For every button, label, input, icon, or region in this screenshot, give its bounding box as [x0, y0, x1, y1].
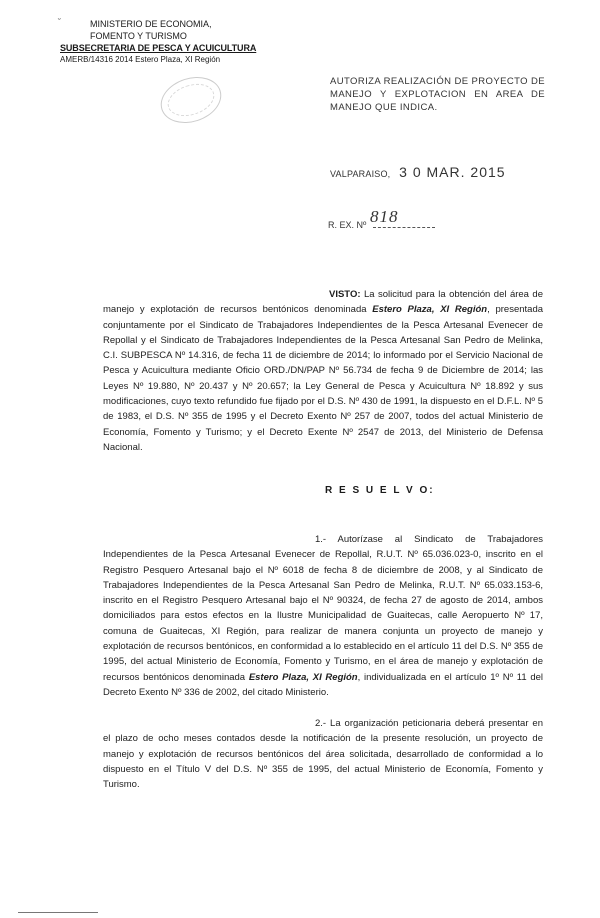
resolution-number-line: [328, 207, 435, 230]
article-1-number: 1.-: [315, 534, 327, 545]
resolution-label: R. EX. Nº: [328, 220, 367, 230]
article-2-text: La organización peticionaria deberá presentar en el plazo de ocho meses contados desde la notificación de la presente resolución, un proyecto de manejo y explotación de recursos bentónicos del área solicitada, desarrollado de conformidad a lo dispuesto en el Título V del D.S. Nº 355 de 1995, del actual Ministerio de Economía, Fomento y Turismo.: [103, 718, 544, 791]
subsecretaria-name: SUBSECRETARIA DE PESCA Y ACUICULTURA: [60, 43, 257, 53]
article-1-text-before: Autorízase al Sindicato de Trabajadores Independientes de la Pesca Artesanal Evenecer de Repollal, R.U.T. Nº 65.036.023-0, inscrito en el Registro Pesquero Artesanal bajo el Nº 6018 de fecha 8 de diciembre de 2008, y al Sindicato de Trabajadores Independientes de la Pesca Artesanal San Pedro de Melinka, R.U.T. Nº 65.033.153-6, inscrito en el Registro Pesquero Artesanal bajo el Nº 90324, de fecha 27 de agosto de 2014, ambos domiciliados para estos efectos en la Ilustre Municipalidad de Guaitecas, calle Aeropuerto Nº 17, comuna de Guaitecas, XI Región, para realizar de manera conjunta un proyecto de manejo y explotación de recursos bentónicos, en conformidad a lo establecido en el artículo 11 del D.S. Nº 355 de 1995, del actual Ministerio de Economía, Fomento y Turismo, en el área de manejo y explotación de recursos bentónicos denominada: [103, 534, 543, 683]
resolution-number: 818: [370, 207, 399, 226]
article-2-paragraph: [103, 716, 543, 792]
ministry-name: MINISTERIO DE ECONOMIA,: [90, 19, 212, 29]
stamp-inner-ring: [164, 78, 219, 121]
visto-text-before: La solicitud para la obtención del área de manejo y explotación de recursos bentónicos denominada: [103, 289, 543, 316]
ministry-name-line2: FOMENTO Y TURISMO: [90, 31, 187, 41]
article-1-text-after: , individualizada en el artículo 1º Nº 11 del Decreto Exento Nº 336 de 2002, del citado Ministerio.: [103, 671, 544, 698]
article-2-number: 2.-: [315, 718, 327, 729]
visto-text-after: , presentada conjuntamente por el Sindicato de Trabajadores Independientes de la Pesca Artesanal Evenecer de Repollal y el Sindicato de Trabajadores Independientes de la Pesca Artesanal San Pedro de Melinka, C.I. SUBPESCA Nº 14.316, de fecha 11 de diciembre de 2014; lo informado por el Servicio Nacional de Pesca y Acuicultura mediante Oficio ORD./DN/PAP Nº 56.734 de fecha 9 de Diciembre de 2014; las Leyes Nº 19.880, Nº 20.437 y Nº 20.657; la Ley General de Pesca y Acuicultura Nº 18.892 y sus modificaciones, cuyo texto refundido fue fijado por el D.S. Nº 430 de 1991, la dispuesto en el D.F.L. Nº 5 de 1983, el D.S. Nº 355 de 1995 y el Decreto Exento Nº 257 de 2007, todos del actual Ministerio de Economía, Fomento y Turismo; y el Decreto Exente Nº 2547 de 2013, del Ministerio de Defensa Nacional.: [103, 304, 544, 453]
date-value: 3 0 MAR. 2015: [399, 164, 506, 180]
resolution-subject: AUTORIZA REALIZACIÓN DE PROYECTO DE MANEJO Y EXPLOTACION EN AREA DE MANEJO QUE INDICA.: [330, 76, 545, 113]
visto-paragraph: [103, 287, 543, 455]
article-1-paragraph: [103, 532, 543, 700]
official-stamp: [155, 69, 228, 130]
file-reference: AMERB/14316 2014 Estero Plaza, XI Región: [60, 55, 221, 64]
footer-rule: [18, 912, 98, 913]
article-1-area-name: Estero Plaza, XI Región: [248, 671, 358, 683]
visto-label: VISTO:: [329, 289, 361, 300]
date-place: VALPARAISO,: [330, 169, 391, 179]
visto-area-name: Estero Plaza, XI Región: [372, 304, 488, 316]
letterhead: [60, 18, 280, 66]
date-line: [330, 164, 506, 180]
resolution-number-underline: [373, 227, 435, 228]
resuelvo-heading: R E S U E L V O:: [325, 485, 435, 496]
margin-mark: ˘: [58, 17, 61, 27]
